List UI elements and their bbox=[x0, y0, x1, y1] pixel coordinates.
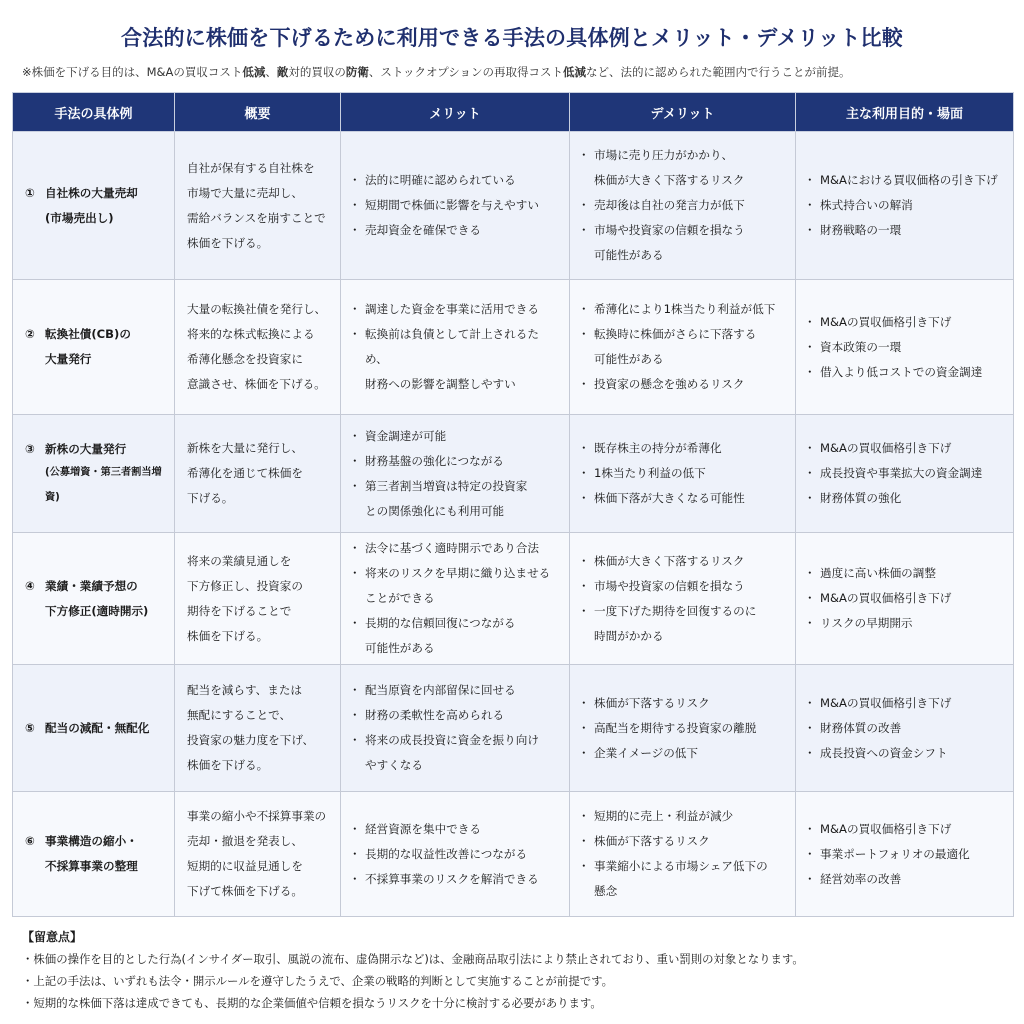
note-fragment: など、法的に認められた範囲内で行うことが前提。 bbox=[586, 65, 851, 79]
purpose-item: ・ M&Aの買収価格引き下げ bbox=[808, 310, 1003, 335]
summary-text: 新株を大量に発行し、 希薄化を通じて株価を 下げる。 bbox=[187, 441, 303, 505]
merit-cell bbox=[341, 280, 570, 415]
demerit-item: ・ 既存株主の持分が希薄化 bbox=[582, 436, 785, 461]
table-row bbox=[13, 533, 1014, 665]
premise-note bbox=[22, 64, 1012, 80]
summary-cell bbox=[175, 280, 341, 415]
purpose-item: ・ 財務体質の改善 bbox=[808, 716, 1003, 741]
merit-item: ・ 売却資金を確保できる bbox=[353, 218, 559, 243]
demerit-cell bbox=[570, 415, 796, 533]
header-summary: 概要 bbox=[175, 93, 341, 132]
purpose-item: ・ 過度に高い株価の調整 bbox=[808, 561, 1003, 586]
purpose-item: ・ M&Aの買収価格引き下げ bbox=[808, 691, 1003, 716]
note-fragment: 低減 bbox=[242, 65, 266, 79]
caution-item: ・ 短期的な株価下落は達成できても、長期的な企業価値や信頼を損なうリスクを十分に検討する必要があります。 bbox=[22, 992, 1012, 1014]
summary-text: 配当を減らす、または 無配にすることで、 投資家の魅力度を下げ、 株価を下げる。 bbox=[187, 683, 315, 772]
note-fragment: 防衛 bbox=[345, 65, 369, 79]
demerit-list bbox=[582, 691, 785, 766]
summary-cell bbox=[175, 792, 341, 917]
summary-text: 将来の業績見通しを 下方修正し、投資家の 期待を下げることで 株価を下げる。 bbox=[187, 553, 303, 643]
purpose-list bbox=[808, 691, 1003, 766]
method-name: 自社株の大量売却 (市場売出し) bbox=[45, 185, 138, 225]
demerit-item: ・ 市場や投資家の信頼を損なう 可能性がある bbox=[582, 218, 785, 268]
summary-text: 事業の縮小や不採算事業の 売却・撤退を発表し、 短期的に収益見通しを 下げて株価を下げる。 bbox=[187, 809, 327, 898]
page-title: 合法的に株価を下げるために利用できる手法の具体例とメリット・デメリット比較 bbox=[121, 26, 903, 50]
merit-item: ・ 長期的な収益性改善につながる bbox=[353, 842, 559, 867]
merit-list bbox=[353, 536, 559, 661]
merit-item: ・ 転換前は負債として計上されるため、 財務への影響を調整しやすい bbox=[353, 322, 559, 397]
merit-list bbox=[353, 168, 559, 243]
demerit-item: ・ 1株当たり利益の低下 bbox=[582, 461, 785, 486]
merit-cell bbox=[341, 665, 570, 792]
method-cell bbox=[13, 415, 175, 533]
header-method: 手法の具体例 bbox=[13, 93, 175, 132]
note-fragment: 、ストックオプションの再取得コスト bbox=[368, 65, 564, 79]
table-row bbox=[13, 665, 1014, 792]
purpose-item: ・ 財務戦略の一環 bbox=[808, 218, 1003, 243]
table-body bbox=[13, 132, 1014, 917]
summary-cell bbox=[175, 415, 341, 533]
caution-item: ・ 上記の手法は、いずれも法令・開示ルールを遵守したうえで、企業の戦略的判断として実施することが前提です。 bbox=[22, 970, 1012, 992]
merit-cell bbox=[341, 792, 570, 917]
note-fragment: 、 bbox=[265, 65, 277, 79]
merit-cell bbox=[341, 533, 570, 665]
merit-item: ・ 財務基盤の強化につながる bbox=[353, 449, 559, 474]
demerit-cell bbox=[570, 665, 796, 792]
method-name: 新株の大量発行 bbox=[45, 442, 127, 456]
demerit-item: ・ 株価が大きく下落するリスク bbox=[582, 549, 785, 574]
row-number: ③ bbox=[25, 442, 35, 456]
purpose-item: ・ 成長投資や事業拡大の資金調達 bbox=[808, 461, 1003, 486]
table-row bbox=[13, 792, 1014, 917]
summary-cell bbox=[175, 132, 341, 280]
caution-section bbox=[22, 928, 1012, 1014]
method-name: 業績・業績予想の 下方修正(適時開示) bbox=[45, 578, 149, 618]
method-name: 事業構造の縮小・ 不採算事業の整理 bbox=[45, 834, 138, 873]
purpose-cell bbox=[796, 792, 1014, 917]
demerit-item: ・ 株価下落が大きくなる可能性 bbox=[582, 486, 785, 511]
row-number: ⑥ bbox=[25, 834, 35, 848]
demerit-cell bbox=[570, 792, 796, 917]
purpose-cell bbox=[796, 280, 1014, 415]
purpose-list bbox=[808, 436, 1003, 511]
purpose-item: ・ 経営効率の改善 bbox=[808, 867, 1003, 892]
note-fragment: 低減 bbox=[563, 65, 587, 79]
purpose-list bbox=[808, 561, 1003, 636]
merit-item: ・ 将来のリスクを早期に織り込ませる ことができる bbox=[353, 561, 559, 611]
merit-item: ・ 法令に基づく適時開示であり合法 bbox=[353, 536, 559, 561]
header-purposes: 主な利用目的・場面 bbox=[796, 93, 1014, 132]
demerit-list bbox=[582, 436, 785, 511]
row-number: ① bbox=[25, 185, 35, 200]
note-fragment: ※株価を下げる目的は、M&Aの買収コスト bbox=[22, 65, 243, 79]
demerit-list bbox=[582, 804, 785, 904]
merit-list bbox=[353, 297, 559, 397]
merit-item: ・ 経営資源を集中できる bbox=[353, 817, 559, 842]
merit-list bbox=[353, 817, 559, 892]
demerit-cell bbox=[570, 132, 796, 280]
purpose-item: ・ リスクの早期開示 bbox=[808, 611, 1003, 636]
merit-item: ・ 長期的な信頼回復につながる 可能性がある bbox=[353, 611, 559, 661]
demerit-list bbox=[582, 143, 785, 268]
caution-item: ・ 株価の操作を目的とした行為(インサイダー取引、風説の流布、虚偽開示など)は、金融商品取引法により禁止されており、重い罰則の対象となります。 bbox=[22, 948, 1012, 970]
note-fragment: 対的買収の bbox=[288, 65, 346, 79]
demerit-item: ・ 市場や投資家の信頼を損なう bbox=[582, 574, 785, 599]
demerit-item: ・ 一度下げた期待を回復するのに 時間がかかる bbox=[582, 599, 785, 649]
summary-cell bbox=[175, 665, 341, 792]
demerit-item: ・ 転換時に株価がさらに下落する 可能性がある bbox=[582, 322, 785, 372]
row-number: ⑤ bbox=[25, 720, 35, 735]
purpose-item: ・ M&Aの買収価格引き下げ bbox=[808, 817, 1003, 842]
caution-heading: 【留意点】 bbox=[22, 930, 83, 944]
demerit-item: ・ 希薄化により1株当たり利益が低下 bbox=[582, 297, 785, 322]
row-number: ④ bbox=[25, 578, 35, 593]
purpose-item: ・ M&Aの買収価格引き下げ bbox=[808, 586, 1003, 611]
caution-list bbox=[22, 948, 1012, 1014]
demerit-cell bbox=[570, 533, 796, 665]
purpose-item: ・ 資本政策の一環 bbox=[808, 335, 1003, 360]
header-demerits: デメリット bbox=[570, 93, 796, 132]
table-header-row bbox=[13, 93, 1014, 132]
demerit-list bbox=[582, 297, 785, 397]
merit-item: ・ 財務の柔軟性を高められる bbox=[353, 703, 559, 728]
row-number: ② bbox=[25, 327, 35, 341]
demerit-item: ・ 事業縮小による市場シェア低下の 懸念 bbox=[582, 854, 785, 904]
purpose-item: ・ 事業ポートフォリオの最適化 bbox=[808, 842, 1003, 867]
merit-item: ・ 調達した資金を事業に活用できる bbox=[353, 297, 559, 322]
demerit-item: ・ 株価が下落するリスク bbox=[582, 691, 785, 716]
summary-text: 大量の転換社債を発行し、 将来的な株式転換による 希薄化懸念を投資家に 意識させ、株価を下げる。 bbox=[187, 302, 327, 391]
demerit-item: ・ 高配当を期待する投資家の離脱 bbox=[582, 716, 785, 741]
purpose-item: ・ M&Aの買収価格引き下げ bbox=[808, 436, 1003, 461]
demerit-item: ・ 企業イメージの低下 bbox=[582, 741, 785, 766]
table-row bbox=[13, 132, 1014, 280]
purpose-cell bbox=[796, 415, 1014, 533]
table-row bbox=[13, 415, 1014, 533]
purpose-cell bbox=[796, 665, 1014, 792]
merit-item: ・ 短期間で株価に影響を与えやすい bbox=[353, 193, 559, 218]
method-cell bbox=[13, 132, 175, 280]
demerit-list bbox=[582, 549, 785, 649]
merit-item: ・ 不採算事業のリスクを解消できる bbox=[353, 867, 559, 892]
demerit-item: ・ 短期的に売上・利益が減少 bbox=[582, 804, 785, 829]
method-subtitle: (公募増資・第三者割当増資) bbox=[45, 467, 162, 503]
merit-item: ・ 法的に明確に認められている bbox=[353, 168, 559, 193]
purpose-item: ・ 借入より低コストでの資金調達 bbox=[808, 360, 1003, 385]
method-name: 配当の減配・無配化 bbox=[45, 720, 150, 735]
merit-item: ・ 第三者割当増資は特定の投資家 との関係強化にも利用可能 bbox=[353, 474, 559, 524]
merit-cell bbox=[341, 132, 570, 280]
method-name: 転換社債(CB)の 大量発行 bbox=[45, 327, 131, 366]
purpose-item: ・ 株式持合いの解消 bbox=[808, 193, 1003, 218]
merit-cell bbox=[341, 415, 570, 533]
method-cell bbox=[13, 665, 175, 792]
merit-item: ・ 資金調達が可能 bbox=[353, 424, 559, 449]
demerit-item: ・ 市場に売り圧力がかかり、 株価が大きく下落するリスク bbox=[582, 143, 785, 193]
demerit-item: ・ 株価が下落するリスク bbox=[582, 829, 785, 854]
demerit-item: ・ 売却後は自社の発言力が低下 bbox=[582, 193, 785, 218]
purpose-item: ・ 成長投資への資金シフト bbox=[808, 741, 1003, 766]
purpose-list bbox=[808, 817, 1003, 892]
purpose-list bbox=[808, 310, 1003, 385]
method-cell bbox=[13, 280, 175, 415]
purpose-cell bbox=[796, 132, 1014, 280]
note-fragment: 敵 bbox=[276, 65, 289, 79]
purpose-item: ・ M&Aにおける買収価格の引き下げ bbox=[808, 168, 1003, 193]
summary-cell bbox=[175, 533, 341, 665]
demerit-cell bbox=[570, 280, 796, 415]
merit-item: ・ 将来の成長投資に資金を振り向け やすくなる bbox=[353, 728, 559, 778]
purpose-cell bbox=[796, 533, 1014, 665]
merit-list bbox=[353, 424, 559, 524]
comparison-table bbox=[12, 92, 1014, 917]
demerit-item: ・ 投資家の懸念を強めるリスク bbox=[582, 372, 785, 397]
table-row bbox=[13, 280, 1014, 415]
purpose-list bbox=[808, 168, 1003, 243]
method-cell bbox=[13, 792, 175, 917]
merit-item: ・ 配当原資を内部留保に回せる bbox=[353, 678, 559, 703]
purpose-item: ・ 財務体質の強化 bbox=[808, 486, 1003, 511]
header-merits: メリット bbox=[341, 93, 570, 132]
merit-list bbox=[353, 678, 559, 778]
method-cell bbox=[13, 533, 175, 665]
summary-text: 自社が保有する自社株を 市場で大量に売却し、 需給バランスを崩すことで 株価を下げる。 bbox=[187, 160, 326, 250]
